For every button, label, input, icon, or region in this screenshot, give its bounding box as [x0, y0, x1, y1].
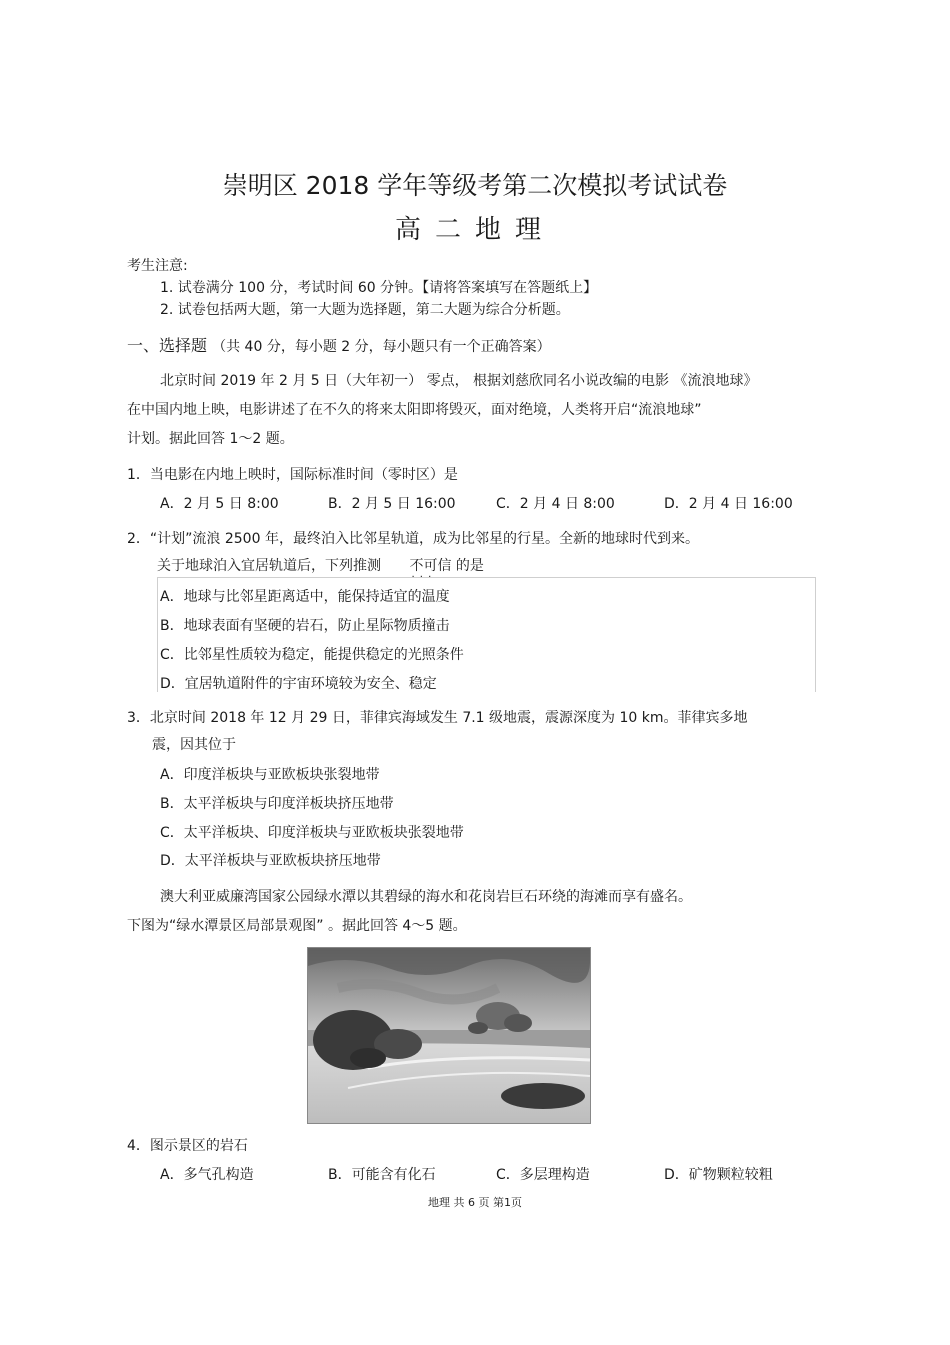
question-3-option-c: C．太平洋板块、印度洋板块与亚欧板块张裂地带 — [160, 825, 464, 841]
passage-1-line-1: 北京时间 2019 年 2 月 5 日（大年初一） 零点， 根据刘慈欣同名小说改编的电影 《流浪地球》 — [160, 373, 758, 389]
question-1-stem: 1．当电影在内地上映时，国际标准时间（零时区）是 — [127, 467, 458, 483]
question-1-option-d: D．2 月 4 日 16:00 — [664, 496, 793, 512]
question-2-option-c: C．比邻星性质较为稳定，能提供稳定的光照条件 — [160, 647, 464, 663]
passage-1-line-3: 计划。据此回答 1～2 题。 — [127, 431, 294, 447]
section-1-heading — [127, 333, 551, 356]
notice-item-2: 2. 试卷包括两大题，第一大题为选择题，第二大题为综合分析题。 — [160, 302, 570, 318]
question-3-stem: 3．北京时间 2018 年 12 月 29 日，菲律宾海域发生 7.1 级地震，震源深度为 10 km。菲律宾多地 — [127, 710, 748, 726]
question-2-option-d: D．宜居轨道附件的宇宙环境较为安全、稳定 — [160, 676, 437, 692]
question-3-stem-line-2: 震，因其位于 — [152, 737, 236, 753]
question-4-option-d: D．矿物颗粒较粗 — [664, 1167, 773, 1183]
question-4-stem: 4．图示景区的岩石 — [127, 1138, 248, 1154]
question-2-stem: 2．“计划”流浪 2500 年，最终泊入比邻星轨道，成为比邻星的行星。全新的地球时代到来。 — [127, 531, 699, 547]
passage-1-line-2: 在中国内地上映，电影讲述了在不久的将来太阳即将毁灭，面对绝境，人类将开启“流浪地球” — [127, 402, 702, 418]
beach-photo — [307, 947, 591, 1124]
question-2-stem-line-2 — [157, 555, 484, 575]
question-1-option-b: B．2 月 5 日 16:00 — [328, 496, 456, 512]
question-2-option-b: B．地球表面有坚硬的岩石，防止星际物质撞击 — [160, 618, 450, 634]
passage-2-line-2: 下图为“绿水潭景区局部景观图” 。据此回答 4～5 题。 — [127, 918, 467, 934]
question-4-option-a: A．多气孔构造 — [160, 1167, 254, 1183]
exam-subject: 高二地理 — [394, 215, 555, 245]
page-footer: 地理 共 6 页 第1页 — [428, 1196, 522, 1209]
question-2-stem-prefix: 关于地球泊入宜居轨道后，下列推测 — [157, 558, 381, 574]
question-1-option-c: C．2 月 4 日 8:00 — [496, 496, 615, 512]
question-2-stem-suffix: 的是 — [455, 558, 484, 574]
question-3-option-d: D．太平洋板块与亚欧板块挤压地带 — [160, 853, 381, 869]
section-1-note: （共 40 分，每小题 2 分，每小题只有一个正确答案） — [212, 339, 551, 355]
notice-heading: 考生注意: — [127, 258, 188, 274]
notice-item-1: 1. 试卷满分 100 分，考试时间 60 分钟。【请将答案填写在答题纸上】 — [160, 280, 598, 296]
passage-2-line-1: 澳大利亚威廉湾国家公园绿水潭以其碧绿的海水和花岗岩巨石环绕的海滩而享有盛名。 — [160, 889, 692, 905]
question-3-option-a: A．印度洋板块与亚欧板块张裂地带 — [160, 767, 380, 783]
question-3-option-b: B．太平洋板块与印度洋板块挤压地带 — [160, 796, 394, 812]
question-4-option-c: C．多层理构造 — [496, 1167, 590, 1183]
question-1-option-a: A．2 月 5 日 8:00 — [160, 496, 279, 512]
question-2-option-a: A．地球与比邻星距离适中，能保持适宜的温度 — [160, 589, 450, 605]
section-1-title: 一、选择题 — [127, 336, 208, 355]
question-4-option-b: B．可能含有化石 — [328, 1167, 436, 1183]
exam-title: 崇明区 2018 学年等级考第二次模拟考试试卷 — [222, 171, 728, 200]
question-2-emphasis: 不可信 · · · — [409, 558, 451, 574]
